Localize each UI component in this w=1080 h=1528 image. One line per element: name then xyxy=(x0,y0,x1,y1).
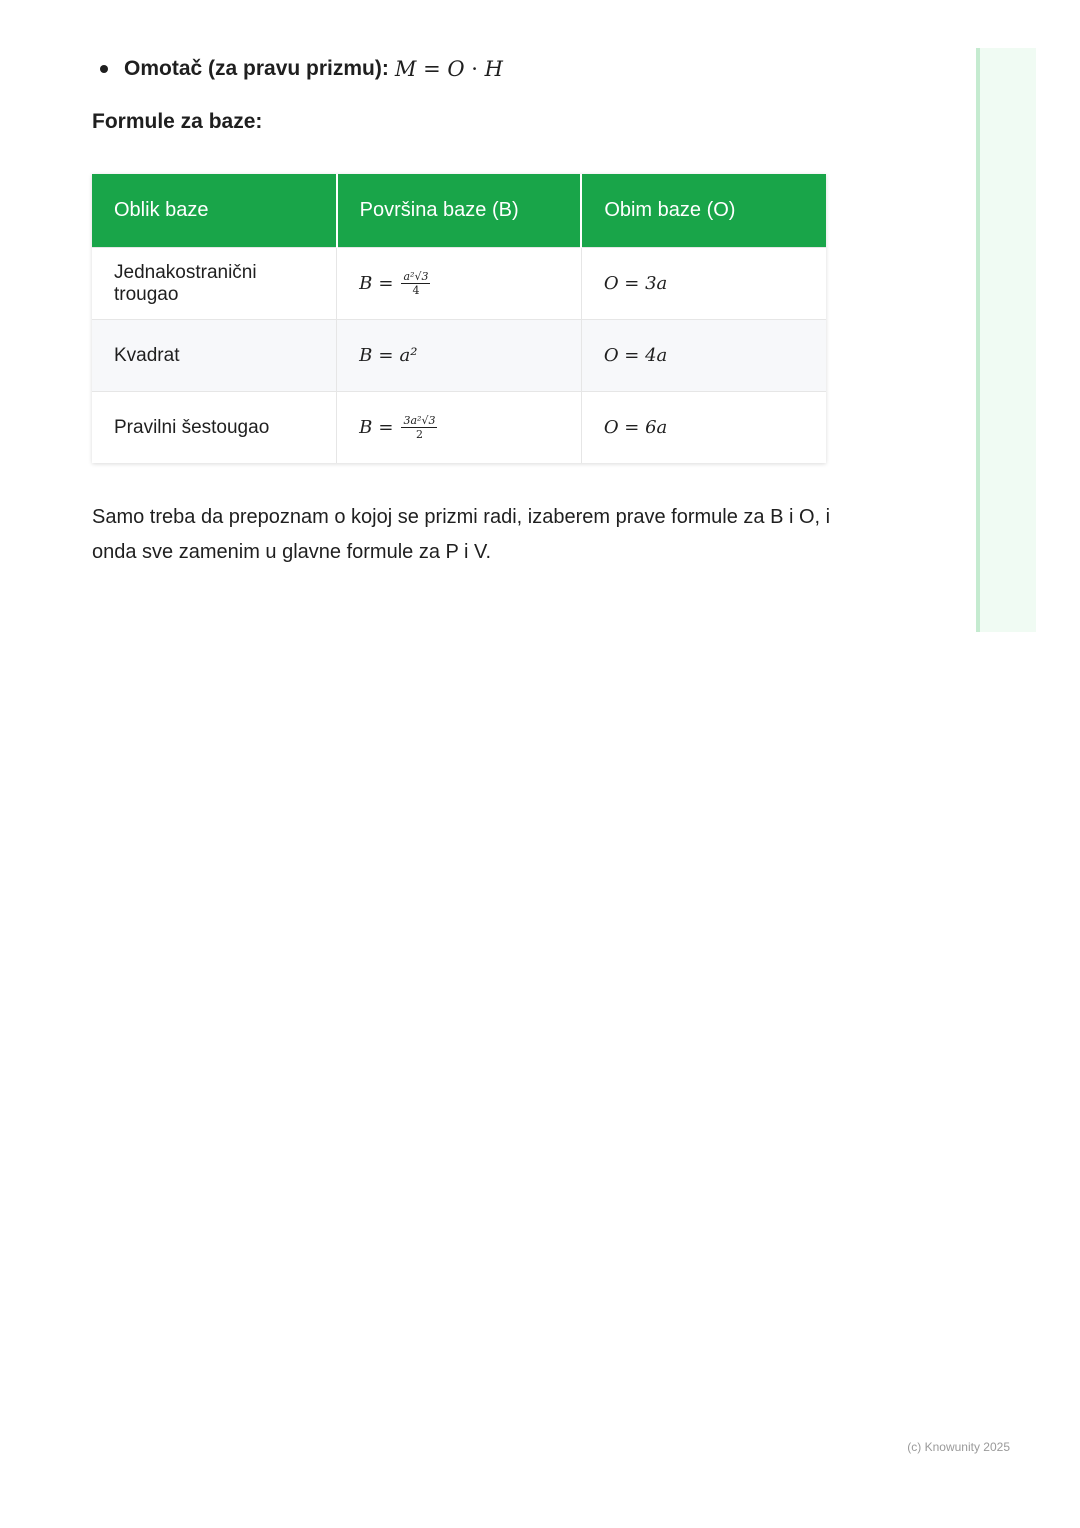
cell-shape: Kvadrat xyxy=(92,320,337,392)
cell-shape: Pravilni šestougao xyxy=(92,392,337,464)
cell-perimeter xyxy=(581,392,826,464)
area-fraction: $\frac{\text{3a²√3}}{2}$ xyxy=(403,414,436,441)
header-area: Površina baze (B) xyxy=(337,174,582,248)
perimeter-formula: O = 4a xyxy=(603,344,668,366)
bullet-dot-icon xyxy=(100,65,108,73)
table-row xyxy=(92,392,826,464)
bullet-item-omotac xyxy=(100,52,503,86)
formula-eq: = xyxy=(423,57,441,81)
copyright-footer: (c) Knowunity 2025 xyxy=(907,1440,1010,1454)
perimeter-formula: O = 6a xyxy=(603,416,668,438)
header-perimeter: Obim baze (O) xyxy=(581,174,826,248)
cell-area xyxy=(337,392,582,464)
summary-paragraph: Samo treba da prepoznam o kojoj se prizmi radi, izaberem prave formule za B i O, i onda sve zamenim u glavne formule za P i V. xyxy=(92,506,831,563)
cell-perimeter xyxy=(581,248,826,320)
header-shape: Oblik baze xyxy=(92,174,337,248)
table-header-row xyxy=(92,174,826,248)
formula-lhs: M xyxy=(394,57,417,81)
base-formulas-table xyxy=(92,174,826,463)
formula-b: H xyxy=(484,57,503,81)
area-formula: B = a² xyxy=(359,344,418,366)
area-fraction: $\frac{\text{a²√3}}{4}$ xyxy=(403,270,429,297)
side-note-panel xyxy=(976,48,1036,632)
area-formula: B = $\frac{\text{3a²√3}}{2}$ xyxy=(359,414,436,441)
area-formula: B = $\frac{\text{a²√3}}{4}$ xyxy=(359,270,429,297)
cell-area xyxy=(337,248,582,320)
section-heading: Formule za baze: xyxy=(92,110,263,133)
table-row xyxy=(92,248,826,320)
bullet-label: Omotač (za pravu prizmu): xyxy=(124,57,389,80)
cell-area xyxy=(337,320,582,392)
cell-perimeter xyxy=(581,320,826,392)
cell-shape: Jednakostranični trougao xyxy=(92,248,337,320)
perimeter-formula: O = 3a xyxy=(603,272,668,294)
omotac-formula xyxy=(395,57,503,81)
formula-op: · xyxy=(471,57,478,81)
table-row xyxy=(92,320,826,392)
formula-a: O xyxy=(447,57,465,81)
